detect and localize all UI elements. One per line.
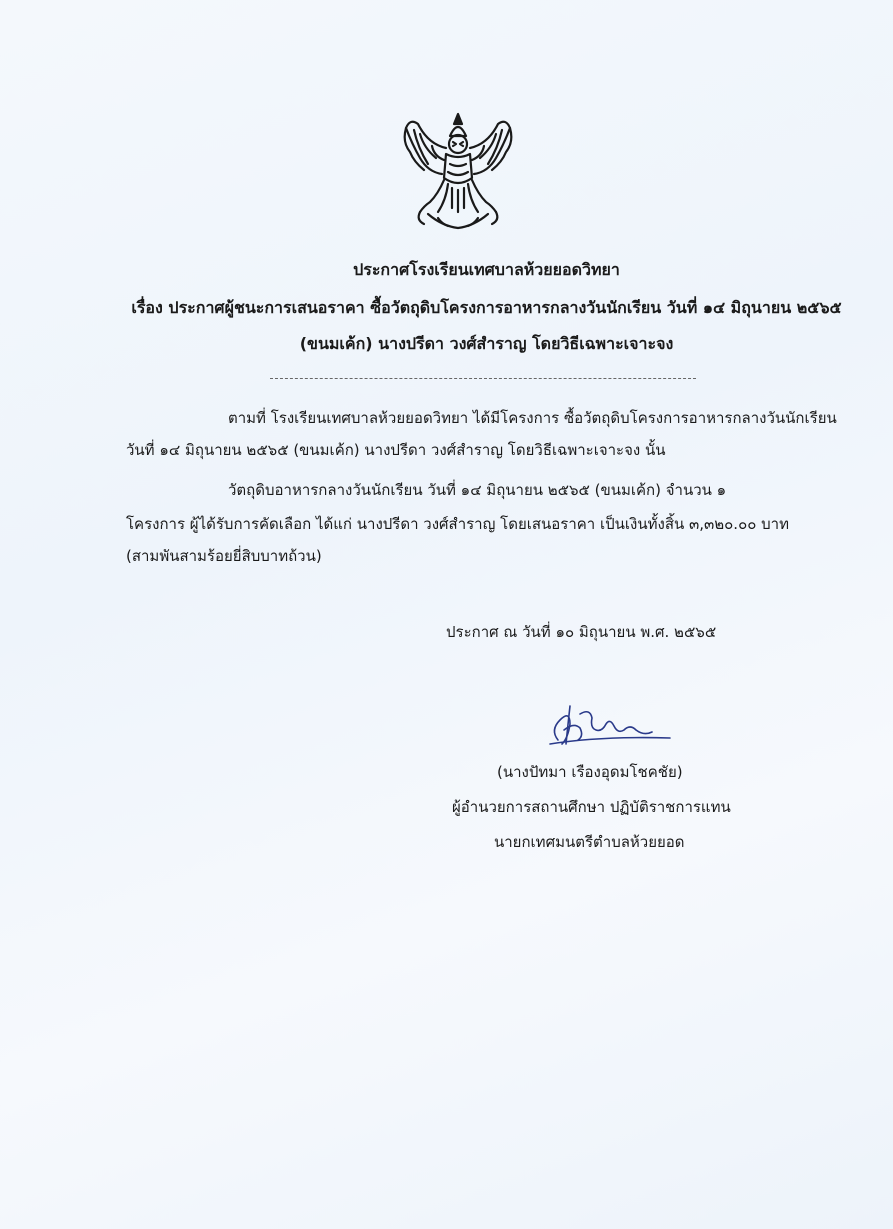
announcement-title: ประกาศโรงเรียนเทศบาลห้วยยอดวิทยา (353, 260, 620, 279)
body-paragraph-2-line-3: (สามพันสามร้อยยี่สิบบาทถ้วน) (126, 547, 322, 565)
body-paragraph-1-line-2: วันที่ ๑๔ มิถุนายน ๒๕๖๕ (ขนมเค้ก) นางปรีดา วงศ์สำราญ โดยวิธีเฉพาะเจาะจง นั้น (126, 441, 666, 459)
signatory-name: (นางปัทมา เรืองอุดมโชคชัย) (497, 763, 683, 781)
garuda-emblem-icon (398, 108, 518, 233)
body-paragraph-2-line-2: โครงการ ผู้ได้รับการคัดเลือก ได้แก่ นางปรีดา วงศ์สำราญ โดยเสนอราคา เป็นเงินทั้งสิ้น ๓,๓๒๐.๐๐ บาท (126, 515, 789, 533)
divider (270, 378, 696, 379)
announcement-date: ประกาศ ณ วันที่ ๑๐ มิถุนายน พ.ศ. ๒๕๖๕ (446, 623, 717, 641)
signatory-position: ผู้อำนวยการสถานศึกษา ปฏิบัติราชการแทน (452, 798, 731, 816)
subject-line: เรื่อง ประกาศผู้ชนะการเสนอราคา ซื้อวัตถุดิบโครงการอาหารกลางวันนักเรียน วันที่ ๑๔ มิถุนายน ๒๕๖๕ (131, 298, 842, 317)
signatory-position-continued: นายกเทศมนตรีตำบลห้วยยอด (494, 833, 685, 851)
handwritten-signature (540, 700, 680, 750)
subject-line-continued: (ขนมเค้ก) นางปรีดา วงศ์สำราญ โดยวิธีเฉพาะเจาะจง (299, 334, 674, 353)
body-paragraph-1-line-1: ตามที่ โรงเรียนเทศบาลห้วยยอดวิทยา ได้มีโครงการ ซื้อวัตถุดิบโครงการอาหารกลางวันนักเรียน (228, 409, 837, 427)
body-paragraph-2-line-1: วัตถุดิบอาหารกลางวันนักเรียน วันที่ ๑๔ มิถุนายน ๒๕๖๕ (ขนมเค้ก) จำนวน ๑ (228, 481, 727, 499)
